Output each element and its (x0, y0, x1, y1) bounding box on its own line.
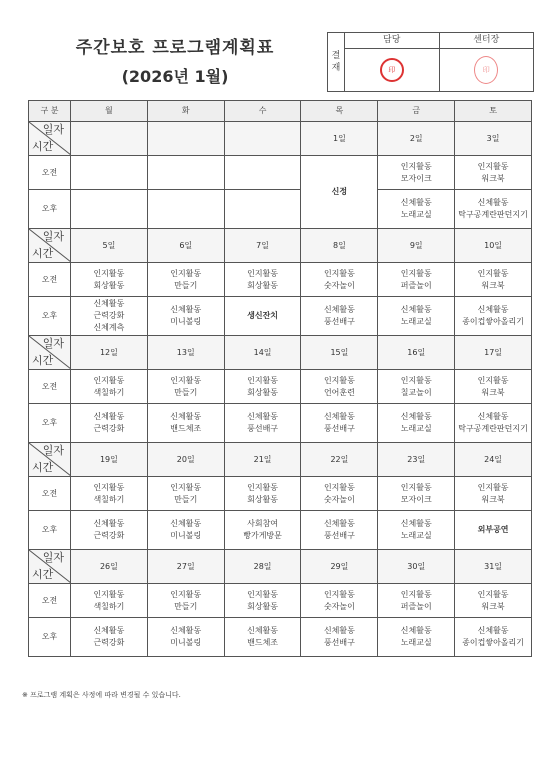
pm-row (29, 404, 532, 443)
pm-row (29, 511, 532, 550)
activity-cell (71, 263, 148, 297)
activity-name: 회상활동 (247, 494, 279, 504)
date-time-header (29, 229, 71, 263)
approval-col-director (439, 33, 534, 91)
approval-sign-staff (345, 49, 439, 91)
header-day: 금 (378, 101, 455, 122)
activity-name: 밴드체조 (247, 638, 279, 647)
activity-cell (378, 584, 455, 618)
time-label: 시간 (32, 354, 54, 367)
date-cell: 27일 (147, 550, 224, 584)
activity-type: 인지활동 (400, 482, 432, 492)
activity-cell (301, 584, 378, 618)
activity-cell (71, 190, 148, 229)
activity-type: 신체활동 (477, 305, 509, 314)
activity-name: 만들기 (174, 280, 198, 290)
am-label: 오전 (29, 584, 71, 618)
date-cell: 20일 (147, 443, 224, 477)
activity-type: 인지활동 (400, 268, 432, 278)
activity-type: 신체활동 (477, 626, 509, 635)
pm-label: 오후 (29, 511, 71, 550)
am-label: 오전 (29, 477, 71, 511)
date-cell: 21일 (224, 443, 301, 477)
activity-name: 숫자놀이 (323, 280, 355, 290)
activity-name: 워크북 (481, 387, 505, 397)
time-label: 시간 (32, 140, 54, 153)
activity-cell (455, 618, 532, 657)
activity-cell (71, 297, 148, 336)
approval-label (328, 33, 345, 91)
date-cell: 22일 (301, 443, 378, 477)
activity-cell (224, 477, 301, 511)
page-title: 주간보호 프로그램계획표 (75, 38, 275, 58)
pm-label: 오후 (29, 618, 71, 657)
activity-cell (71, 156, 148, 190)
approval-head-staff: 담당 (345, 33, 439, 49)
approval-label-top: 결 (331, 51, 341, 61)
activity-cell (147, 190, 224, 229)
activity-cell (301, 477, 378, 511)
date-cell: 14일 (224, 336, 301, 370)
activity-name: 워크북 (481, 494, 505, 504)
am-row (29, 584, 532, 618)
activity-type: 인지활동 (170, 268, 202, 278)
activity-name: 숫자놀이 (323, 494, 355, 504)
activity-cell (147, 263, 224, 297)
activity-type: 인지활동 (400, 589, 432, 599)
date-cell: 10일 (455, 229, 532, 263)
seal-stamp-icon: 印 (474, 56, 498, 84)
activity-name: 근력강화 (93, 311, 125, 320)
activity-cell (301, 297, 378, 336)
activity-type: 인지활동 (477, 161, 509, 171)
header-day: 화 (147, 101, 224, 122)
activity-name: 만들기 (174, 387, 198, 397)
week-date-row (29, 443, 532, 477)
activity-name: 회상활동 (93, 280, 125, 290)
date-cell: 9일 (378, 229, 455, 263)
am-label: 오전 (29, 263, 71, 297)
activity-type: 사회참여 (247, 519, 279, 528)
activity-name: 풍선배구 (323, 424, 355, 433)
activity-name: 미니볼링 (170, 531, 202, 540)
activity-cell (147, 618, 224, 657)
pm-label: 오후 (29, 297, 71, 336)
activity-cell (455, 370, 532, 404)
am-label: 오전 (29, 370, 71, 404)
date-cell: 1일 (301, 122, 378, 156)
activity-name: 노래교실 (400, 638, 432, 647)
activity-type: 신체활동 (323, 305, 355, 314)
am-row (29, 477, 532, 511)
date-label: 일자 (42, 230, 64, 243)
time-label: 시간 (32, 247, 54, 260)
activity-name: 모자이크 (400, 173, 432, 183)
am-label: 오전 (29, 156, 71, 190)
activity-name: 퍼즐놀이 (400, 601, 432, 611)
activity-name: 만들기 (174, 601, 198, 611)
week-date-row (29, 229, 532, 263)
activity-cell (301, 370, 378, 404)
activity-name: 색칠하기 (93, 601, 125, 611)
date-cell: 16일 (378, 336, 455, 370)
activity-cell (455, 156, 532, 190)
activity-type: 인지활동 (170, 375, 202, 385)
activity-name: 숫자놀이 (323, 601, 355, 611)
activity-type: 신체활동 (170, 305, 202, 314)
activity-name: 풍선배구 (247, 424, 279, 433)
am-row (29, 370, 532, 404)
date-cell: 29일 (301, 550, 378, 584)
activity-type: 신체활동 (170, 626, 202, 635)
activity-type: 신체활동 (247, 626, 279, 635)
activity-type: 신체활동 (323, 412, 355, 421)
activity-type: 인지활동 (323, 482, 355, 492)
activity-cell (301, 404, 378, 443)
activity-cell (455, 263, 532, 297)
date-cell: 7일 (224, 229, 301, 263)
activity-type: 신체활동 (400, 412, 432, 421)
activity-extra: 신체계측 (93, 323, 125, 332)
activity-type: 인지활동 (323, 589, 355, 599)
activity-type: 인지활동 (477, 375, 509, 385)
activity-cell (455, 190, 532, 229)
schedule-table (28, 100, 532, 657)
date-time-header (29, 336, 71, 370)
date-cell: 24일 (455, 443, 532, 477)
holiday-cell: 신정 (301, 156, 378, 229)
activity-type: 인지활동 (247, 268, 279, 278)
activity-type: 신체활동 (323, 626, 355, 635)
seal-stamp-icon: 印 (380, 58, 404, 82)
activity-type: 인지활동 (477, 589, 509, 599)
activity-cell (224, 618, 301, 657)
activity-cell (455, 584, 532, 618)
date-cell (224, 122, 301, 156)
activity-type: 인지활동 (170, 589, 202, 599)
activity-name: 미니볼링 (170, 317, 202, 326)
activity-name: 회상활동 (247, 280, 279, 290)
activity-name: 종이컵쌓아올리기 (462, 317, 524, 326)
time-label: 시간 (32, 568, 54, 581)
week-date-row (29, 550, 532, 584)
activity-name: 퍼즐놀이 (400, 280, 432, 290)
activity-type: 신체활동 (93, 412, 125, 421)
date-cell: 5일 (71, 229, 148, 263)
activity-cell (224, 156, 301, 190)
pm-label: 오후 (29, 190, 71, 229)
activity-type: 인지활동 (477, 482, 509, 492)
activity-name: 노래교실 (400, 531, 432, 540)
activity-type: 인지활동 (323, 375, 355, 385)
activity-type: 신체활동 (247, 412, 279, 421)
date-cell: 15일 (301, 336, 378, 370)
activity-cell (147, 156, 224, 190)
date-cell: 19일 (71, 443, 148, 477)
activity-type: 신체활동 (93, 519, 125, 528)
activity-name: 회상활동 (247, 601, 279, 611)
pm-row (29, 297, 532, 336)
date-cell: 31일 (455, 550, 532, 584)
activity-cell (71, 511, 148, 550)
activity-name: 노래교실 (400, 424, 432, 433)
activity-name: 색칠하기 (93, 387, 125, 397)
week-date-row (29, 336, 532, 370)
date-cell: 23일 (378, 443, 455, 477)
activity-type: 인지활동 (93, 375, 125, 385)
activity-name: 만들기 (174, 494, 198, 504)
date-cell: 6일 (147, 229, 224, 263)
activity-type: 인지활동 (247, 375, 279, 385)
activity-type: 신체활동 (477, 198, 509, 207)
activity-cell (301, 263, 378, 297)
date-cell: 30일 (378, 550, 455, 584)
activity-type: 인지활동 (247, 482, 279, 492)
date-cell: 28일 (224, 550, 301, 584)
special-event-cell: 외부공연 (455, 511, 532, 550)
am-row (29, 263, 532, 297)
activity-type: 인지활동 (400, 161, 432, 171)
activity-type: 신체활동 (93, 299, 125, 308)
date-label: 일자 (42, 123, 64, 136)
approval-box (327, 32, 534, 92)
pm-row (29, 618, 532, 657)
date-cell (71, 122, 148, 156)
header-day: 목 (301, 101, 378, 122)
approval-head-director: 센터장 (440, 33, 534, 49)
activity-cell (455, 404, 532, 443)
header-day: 수 (224, 101, 301, 122)
date-cell: 2일 (378, 122, 455, 156)
activity-name: 종이컵쌓아올리기 (462, 638, 524, 647)
activity-type: 신체활동 (400, 198, 432, 207)
activity-cell (71, 370, 148, 404)
date-time-header (29, 443, 71, 477)
activity-type: 인지활동 (93, 482, 125, 492)
activity-type: 인지활동 (170, 482, 202, 492)
activity-cell (301, 618, 378, 657)
date-cell: 12일 (71, 336, 148, 370)
activity-cell (224, 263, 301, 297)
activity-cell (224, 404, 301, 443)
activity-name: 탁구공계란판던지기 (458, 424, 528, 433)
activity-type: 신체활동 (400, 626, 432, 635)
am-row (29, 156, 532, 190)
activity-type: 신체활동 (170, 519, 202, 528)
activity-type: 인지활동 (477, 268, 509, 278)
activity-cell (378, 511, 455, 550)
activity-type: 신체활동 (323, 519, 355, 528)
activity-name: 색칠하기 (93, 494, 125, 504)
activity-cell (378, 370, 455, 404)
week-date-row (29, 122, 532, 156)
activity-name: 풍선배구 (323, 317, 355, 326)
date-label: 일자 (42, 444, 64, 457)
activity-cell (224, 511, 301, 550)
approval-label-bottom: 재 (331, 63, 341, 73)
date-cell: 3일 (455, 122, 532, 156)
special-event-cell: 생신잔치 (224, 297, 301, 336)
activity-name: 근력강화 (93, 424, 125, 433)
activity-name: 밴드체조 (170, 424, 202, 433)
activity-type: 신체활동 (170, 412, 202, 421)
activity-name: 노래교실 (400, 317, 432, 326)
activity-name: 노래교실 (400, 210, 432, 219)
activity-cell (378, 618, 455, 657)
activity-cell (224, 584, 301, 618)
activity-name: 워크북 (481, 173, 505, 183)
activity-cell (147, 370, 224, 404)
activity-type: 인지활동 (323, 268, 355, 278)
activity-name: 빵가게방문 (243, 531, 282, 540)
date-cell: 26일 (71, 550, 148, 584)
activity-cell (147, 477, 224, 511)
activity-cell (71, 584, 148, 618)
page-subtitle: (2026년 1월) (121, 67, 229, 86)
date-time-header (29, 550, 71, 584)
activity-cell (378, 297, 455, 336)
activity-type: 인지활동 (400, 375, 432, 385)
activity-name: 근력강화 (93, 638, 125, 647)
activity-type: 신체활동 (400, 519, 432, 528)
activity-type: 신체활동 (400, 305, 432, 314)
activity-type: 인지활동 (93, 268, 125, 278)
activity-type: 신체활동 (477, 412, 509, 421)
date-label: 일자 (42, 551, 64, 564)
activity-type: 인지활동 (93, 589, 125, 599)
activity-name: 미니볼링 (170, 638, 202, 647)
date-cell (147, 122, 224, 156)
activity-cell (147, 297, 224, 336)
activity-cell (71, 477, 148, 511)
activity-cell (147, 511, 224, 550)
pm-row (29, 190, 532, 229)
activity-cell (378, 404, 455, 443)
activity-cell (147, 404, 224, 443)
activity-name: 칠교놀이 (400, 387, 432, 397)
activity-name: 근력강화 (93, 531, 125, 540)
activity-name: 탁구공계란판던지기 (458, 210, 528, 219)
activity-cell (71, 404, 148, 443)
activity-name: 워크북 (481, 280, 505, 290)
activity-cell (378, 156, 455, 190)
activity-cell (455, 297, 532, 336)
header-row (29, 101, 532, 122)
activity-name: 풍선배구 (323, 531, 355, 540)
header-day: 월 (71, 101, 148, 122)
activity-name: 회상활동 (247, 387, 279, 397)
activity-name: 모자이크 (400, 494, 432, 504)
approval-sign-director (440, 49, 534, 91)
date-cell: 13일 (147, 336, 224, 370)
activity-name: 언어훈련 (323, 387, 355, 397)
activity-cell (455, 477, 532, 511)
activity-cell (301, 511, 378, 550)
date-time-header (29, 122, 71, 156)
date-cell: 17일 (455, 336, 532, 370)
activity-cell (224, 370, 301, 404)
activity-name: 풍선배구 (323, 638, 355, 647)
activity-cell (378, 263, 455, 297)
activity-cell (71, 618, 148, 657)
activity-type: 신체활동 (93, 626, 125, 635)
activity-cell (224, 190, 301, 229)
activity-cell (378, 190, 455, 229)
pm-label: 오후 (29, 404, 71, 443)
date-cell: 8일 (301, 229, 378, 263)
date-label: 일자 (42, 337, 64, 350)
activity-type: 인지활동 (247, 589, 279, 599)
activity-name: 워크북 (481, 601, 505, 611)
approval-col-staff (345, 33, 439, 91)
footnote: ※ 프로그램 계획은 사정에 따라 변경될 수 있습니다. (22, 691, 181, 699)
activity-cell (147, 584, 224, 618)
header-category: 구 분 (29, 101, 71, 122)
activity-cell (378, 477, 455, 511)
header-day: 토 (455, 101, 532, 122)
time-label: 시간 (32, 461, 54, 474)
